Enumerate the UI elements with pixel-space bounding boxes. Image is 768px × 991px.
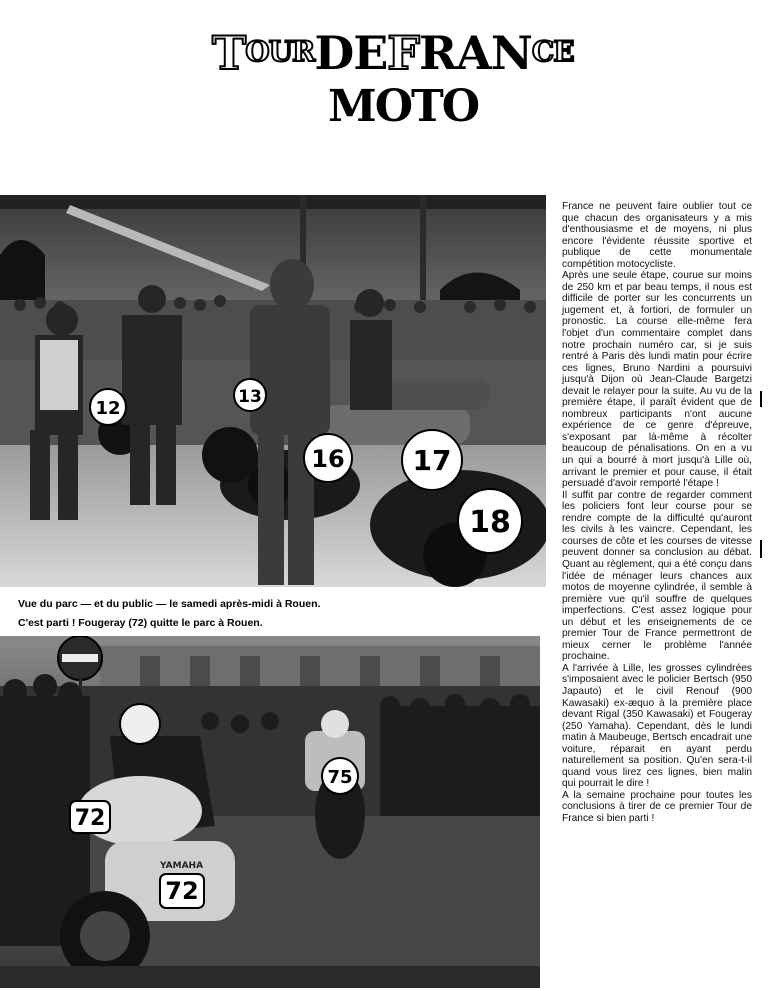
margin-mark [760,540,762,558]
bib-13: 13 [238,387,262,407]
article-paragraph: Après une seule étape, courue sur moins de 250 km et par beau temps, il nous est difficile de porter sur les concurrents un jugement et, à fortiori, de formuler un pronostic. La course elle-même fera l'objet d'un commentaire complet dans notre prochain numéro car, si je suis rentré à Paris dès lundi matin pour écrire ces lignes, Bruno Nardini a poursuivi jusqu'à Dijon où Jean-Claude Bargetzi devait le relayer pour la suite. Au vu de la première étape, il paraît évident que de nombreux participants n'ont aucune expérience de ce genre d'épreuve, s'exposant par là-même à récolter beaucoup de pénalisations. On en a vu un qui a bourré à mort jusqu'à Lille où, arrivant le premier et pour cause, il était persuadé d'avoir remporté l'étape ! [562,270,752,490]
photo-parc-rouen-illustration [0,195,546,587]
title-our: OUR [245,35,315,68]
photo-parc-rouen [0,195,546,587]
margin-mark [760,391,762,407]
bib-12: 12 [95,398,121,419]
title-moto: MOTO [328,81,479,132]
bib-72-side: 72 [165,877,199,905]
article-paragraph: A l'arrivée à Lille, les grosses cylindrées s'imposaient avec le policier Bertsch (950 Japauto) et le civil Renouf (900 Kawasaki) ex-æquo à la première place devant Rigal (350 Kawasaki) et Fougeray (250 Yamaha). Cependant, dès le lundi matin à Maubeuge, Bertsch encadrait une voiture, réparait en ayant perdu naturellement sa position. Qu'en sera-t-il quand vous lirez ces lignes, bien malin qui pourrait le dire ! [562,662,752,790]
bib-17: 17 [412,444,452,477]
bib-18: 18 [469,505,511,540]
title-de: DE [314,26,388,80]
bib-72-front: 72 [74,806,106,831]
tank-yamaha-text: YAMAHA [160,861,204,871]
article-paragraph: Il suffit par contre de regarder comment les policiers font leur course pour se rendre compte de la difficulté qu'auront les civils à les vaincre. Cependant, les courses de côte et les courses de vitesse peuvent donner sa conclusion au débat. Quant au règlement, qui a été conçu dans l'idée de ménager leurs chances aux motos de moyenne cylindrée, il semble à première vue qu'il souffre de quelques imperfections. C'est assez logique pour un début et les enseignements de ce premier Tour de France permettront de mieux cerner le problème l'année prochaine. [562,489,752,663]
photo-depart-fougeray [0,636,540,988]
bib-16: 16 [311,445,345,473]
bib-75: 75 [327,767,353,788]
photo-depart-fougeray-illustration [0,636,540,988]
title-letter-t: T [212,26,246,80]
article-paragraph: A la semaine prochaine pour toutes les conclusions à tirer de ce premier Tour de France si bien parti ! [562,789,752,824]
title-tour-de-france [212,22,574,83]
title-letter-f: F [387,26,419,80]
magazine-title [212,22,574,132]
title-ce: CE [531,35,574,68]
article-paragraph: France ne peuvent faire oublier tout ce que chacun des organisateurs y a mis d'enthousiasme et de moyens, ni plus encore l'évidente réussite sportive et publique de cette monumentale compétition motocycliste. [562,201,752,270]
title-ran: RAN [418,26,532,80]
article-body [562,201,752,825]
caption-depart-fougeray: C'est parti ! Fougeray (72) quitte le parc à Rouen. [18,617,263,629]
caption-parc-rouen: Vue du parc — et du public — le samedi après-midi à Rouen. [18,598,321,610]
